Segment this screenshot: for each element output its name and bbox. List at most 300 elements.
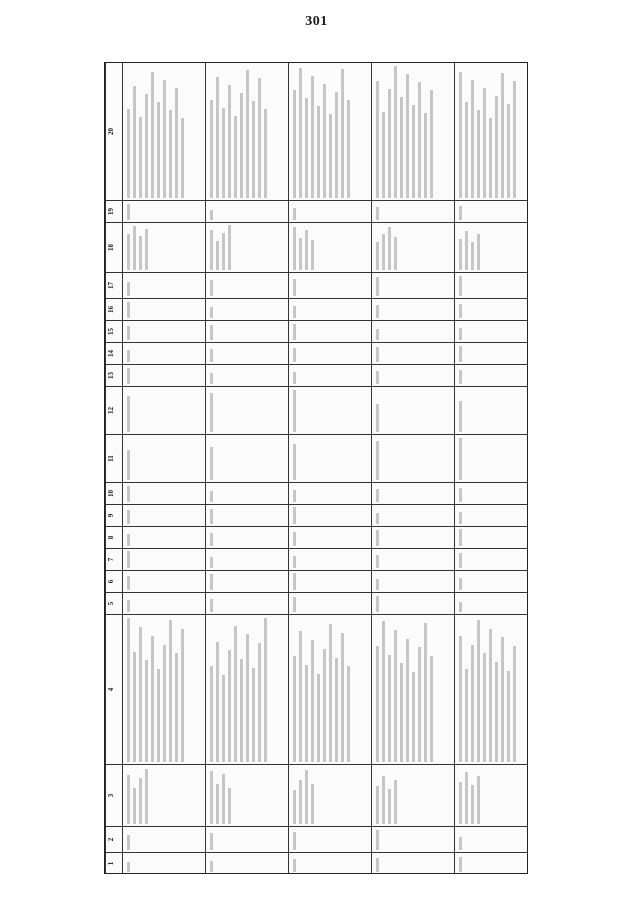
illegible-text-line [258, 643, 261, 762]
illegible-text-line [145, 229, 148, 270]
illegible-text-line [388, 655, 391, 762]
table-cell [455, 365, 529, 387]
table-cell [123, 223, 206, 273]
table-cell [455, 223, 529, 273]
table-cell [455, 321, 529, 343]
column-header: 17 [106, 273, 123, 299]
illegible-text-line [210, 557, 213, 568]
illegible-text-line [175, 653, 178, 762]
illegible-text-line [329, 114, 332, 198]
illegible-text-line [507, 104, 510, 198]
illegible-text-line [127, 450, 130, 480]
illegible-text-line [311, 76, 314, 198]
illegible-text-line [483, 653, 486, 762]
illegible-text-line [293, 859, 296, 872]
illegible-text-line [335, 92, 338, 198]
table-cell [455, 549, 529, 571]
table-cell [455, 853, 529, 875]
illegible-text-line [210, 861, 213, 872]
table-cell [372, 853, 455, 875]
illegible-text-line [299, 632, 302, 763]
illegible-text-line [216, 642, 219, 762]
illegible-text-line [424, 623, 427, 762]
table-cell [206, 63, 289, 201]
illegible-text-line [382, 776, 385, 824]
illegible-text-line [139, 627, 142, 762]
table-cell [372, 201, 455, 223]
table-cell [289, 853, 372, 875]
header-row [106, 63, 123, 875]
illegible-text-line [293, 490, 296, 502]
table-cell [206, 853, 289, 875]
illegible-text-line [258, 78, 261, 198]
illegible-text-line [210, 491, 213, 502]
table-cell [123, 365, 206, 387]
illegible-text-line [459, 488, 462, 502]
table-cell [206, 827, 289, 853]
table-cell [455, 571, 529, 593]
illegible-text-line [145, 94, 148, 198]
illegible-text-line [329, 624, 332, 762]
illegible-text-line [412, 105, 415, 198]
illegible-text-line [127, 282, 130, 296]
illegible-text-line [246, 634, 249, 762]
illegible-text-line [127, 862, 130, 872]
illegible-text-line [424, 113, 427, 198]
illegible-text-line [459, 602, 462, 612]
table-cell [455, 63, 529, 201]
table-cell [206, 765, 289, 827]
illegible-text-line [311, 784, 314, 824]
illegible-text-line [228, 650, 231, 762]
table-cell [289, 299, 372, 321]
table-cell [123, 827, 206, 853]
illegible-text-line [376, 277, 379, 296]
illegible-text-line [293, 790, 296, 824]
column-header: 7 [106, 549, 123, 571]
illegible-text-line [471, 80, 474, 198]
illegible-text-line [376, 596, 379, 612]
table-cell [289, 343, 372, 365]
column-header: 18 [106, 223, 123, 273]
illegible-text-line [489, 118, 492, 198]
table-cell [206, 223, 289, 273]
illegible-text-line [210, 280, 213, 296]
table-cell [372, 765, 455, 827]
illegible-text-line [376, 555, 379, 568]
illegible-text-line [347, 666, 350, 762]
table-cell [123, 201, 206, 223]
illegible-text-line [459, 239, 462, 270]
illegible-text-line [299, 238, 302, 270]
illegible-text-line [507, 671, 510, 762]
illegible-text-line [471, 785, 474, 824]
table-cell [289, 387, 372, 435]
table-cell [123, 593, 206, 615]
table-cell [123, 63, 206, 201]
illegible-text-line [465, 772, 468, 824]
column-header: 11 [106, 435, 123, 483]
illegible-text-line [228, 225, 231, 270]
table-cell [206, 273, 289, 299]
table-cell [289, 63, 372, 201]
illegible-text-line [127, 600, 130, 612]
table-cell [455, 527, 529, 549]
illegible-text-line [382, 234, 385, 270]
table-cell [289, 549, 372, 571]
table-cell [123, 615, 206, 765]
table-cell [455, 387, 529, 435]
table-cell [289, 593, 372, 615]
table-cell [206, 299, 289, 321]
illegible-text-line [127, 775, 130, 824]
illegible-text-line [305, 665, 308, 762]
illegible-text-line [418, 82, 421, 198]
illegible-text-line [240, 659, 243, 762]
table-cell [372, 571, 455, 593]
illegible-text-line [139, 778, 142, 824]
illegible-text-line [471, 645, 474, 762]
illegible-text-line [335, 658, 338, 762]
table-cell [289, 273, 372, 299]
illegible-text-line [317, 674, 320, 762]
table-cell [289, 321, 372, 343]
illegible-text-line [430, 90, 433, 198]
illegible-text-line [305, 98, 308, 198]
table-cell [123, 435, 206, 483]
illegible-text-line [323, 649, 326, 762]
table-cell [372, 827, 455, 853]
illegible-text-line [210, 533, 213, 546]
table-row [206, 63, 289, 875]
illegible-text-line [459, 328, 462, 340]
column-header: 20 [106, 63, 123, 201]
illegible-text-line [477, 776, 480, 824]
illegible-text-line [133, 226, 136, 270]
table-row [372, 63, 455, 875]
illegible-text-line [459, 304, 462, 318]
column-header: 12 [106, 387, 123, 435]
illegible-text-line [222, 233, 225, 270]
illegible-text-line [210, 574, 213, 590]
illegible-text-line [394, 630, 397, 762]
illegible-text-line [151, 72, 154, 198]
illegible-text-line [240, 93, 243, 198]
table-cell [123, 273, 206, 299]
illegible-text-line [210, 373, 213, 384]
illegible-text-line [151, 636, 154, 762]
table-cell [206, 321, 289, 343]
illegible-text-line [376, 81, 379, 198]
illegible-text-line [459, 636, 462, 762]
illegible-text-line [127, 486, 130, 502]
illegible-text-line [293, 573, 296, 590]
illegible-text-line [459, 276, 462, 296]
illegible-text-line [181, 118, 184, 198]
table-cell [206, 571, 289, 593]
table-cell [206, 527, 289, 549]
table-row [289, 63, 372, 875]
table-cell [123, 549, 206, 571]
table-cell [206, 549, 289, 571]
illegible-text-line [317, 106, 320, 198]
illegible-text-line [252, 101, 255, 198]
illegible-text-line [430, 656, 433, 762]
illegible-text-line [293, 390, 296, 432]
column-header: 9 [106, 505, 123, 527]
illegible-text-line [127, 234, 130, 270]
column-header: 5 [106, 593, 123, 615]
illegible-text-line [376, 347, 379, 362]
illegible-text-line [210, 349, 213, 362]
illegible-text-line [139, 117, 142, 198]
illegible-text-line [376, 579, 379, 590]
illegible-text-line [311, 240, 314, 270]
illegible-text-line [252, 668, 255, 762]
illegible-text-line [376, 786, 379, 824]
column-header: 1 [106, 853, 123, 875]
illegible-text-line [293, 832, 296, 850]
illegible-text-line [133, 652, 136, 762]
illegible-text-line [376, 646, 379, 762]
table-cell [206, 365, 289, 387]
illegible-text-line [246, 70, 249, 198]
illegible-text-line [234, 626, 237, 762]
illegible-text-line [210, 833, 213, 850]
illegible-text-line [471, 242, 474, 270]
illegible-text-line [127, 326, 130, 340]
illegible-text-line [222, 108, 225, 198]
table-cell [289, 527, 372, 549]
illegible-text-line [376, 489, 379, 502]
table-cell [455, 299, 529, 321]
illegible-text-line [210, 599, 213, 612]
table-cell [372, 615, 455, 765]
illegible-text-line [210, 100, 213, 198]
illegible-text-line [222, 774, 225, 824]
illegible-text-line [210, 210, 213, 220]
illegible-text-line [483, 88, 486, 198]
table-cell [206, 387, 289, 435]
table-cell [289, 765, 372, 827]
table-cell [206, 615, 289, 765]
illegible-text-line [376, 404, 379, 432]
column-header: 16 [106, 299, 123, 321]
column-header: 19 [106, 201, 123, 223]
illegible-text-line [382, 621, 385, 762]
illegible-text-line [293, 532, 296, 546]
page-number: 301 [305, 14, 328, 29]
illegible-text-line [216, 241, 219, 270]
column-header: 10 [106, 483, 123, 505]
illegible-text-line [299, 780, 302, 824]
illegible-text-line [465, 231, 468, 270]
column-header: 6 [106, 571, 123, 593]
illegible-text-line [459, 529, 462, 546]
illegible-text-line [477, 110, 480, 198]
illegible-text-line [133, 788, 136, 824]
illegible-text-line [495, 96, 498, 198]
table-cell [372, 483, 455, 505]
table-cell [372, 527, 455, 549]
illegible-text-line [495, 662, 498, 762]
illegible-text-line [139, 236, 142, 270]
illegible-text-line [513, 646, 516, 762]
illegible-text-line [376, 305, 379, 318]
illegible-text-line [210, 230, 213, 270]
illegible-text-line [459, 346, 462, 362]
illegible-text-line [341, 69, 344, 198]
illegible-text-line [388, 789, 391, 824]
illegible-text-line [459, 837, 462, 850]
table-cell [289, 435, 372, 483]
table-cell [123, 527, 206, 549]
illegible-text-line [157, 669, 160, 762]
illegible-text-line [228, 85, 231, 198]
illegible-text-line [459, 438, 462, 480]
column-header: 15 [106, 321, 123, 343]
illegible-text-line [163, 80, 166, 198]
table-cell [123, 343, 206, 365]
illegible-text-line [127, 618, 130, 762]
table-cell [123, 765, 206, 827]
table-rotation-frame [105, 63, 528, 874]
illegible-text-line [210, 447, 213, 480]
illegible-text-line [293, 227, 296, 270]
illegible-text-line [210, 509, 213, 524]
table-cell [123, 387, 206, 435]
table-cell [455, 615, 529, 765]
illegible-text-line [299, 68, 302, 198]
illegible-text-line [293, 444, 296, 480]
illegible-text-line [216, 77, 219, 198]
illegible-text-line [264, 618, 267, 762]
illegible-text-line [388, 89, 391, 198]
illegible-text-line [127, 350, 130, 362]
illegible-text-line [293, 208, 296, 220]
table-cell [123, 321, 206, 343]
illegible-text-line [293, 597, 296, 612]
table-cell [206, 505, 289, 527]
illegible-text-line [127, 204, 130, 220]
table-cell [206, 593, 289, 615]
column-header: 2 [106, 827, 123, 853]
illegible-text-line [169, 620, 172, 762]
table-cell [455, 505, 529, 527]
illegible-text-line [169, 110, 172, 198]
table-cell [372, 593, 455, 615]
illegible-text-line [412, 672, 415, 762]
table-body [123, 63, 529, 875]
illegible-text-line [293, 348, 296, 362]
table-cell [372, 321, 455, 343]
illegible-text-line [388, 227, 391, 270]
illegible-text-line [234, 116, 237, 198]
table-row [123, 63, 206, 875]
illegible-text-line [376, 858, 379, 872]
illegible-text-line [477, 620, 480, 762]
table-cell [372, 387, 455, 435]
table-cell [455, 593, 529, 615]
illegible-text-line [394, 66, 397, 198]
illegible-text-line [459, 401, 462, 432]
table-cell [289, 365, 372, 387]
table-cell [206, 201, 289, 223]
illegible-text-line [382, 112, 385, 198]
illegible-text-line [127, 835, 130, 850]
illegible-text-line [376, 830, 379, 850]
table-cell [372, 549, 455, 571]
illegible-text-line [477, 234, 480, 270]
table-row [455, 63, 529, 875]
illegible-text-line [376, 441, 379, 480]
illegible-text-line [293, 556, 296, 568]
illegible-text-line [376, 329, 379, 340]
illegible-text-line [376, 371, 379, 384]
table-cell [123, 483, 206, 505]
illegible-text-line [210, 393, 213, 432]
column-header: 14 [106, 343, 123, 365]
rotated-table-scan [104, 62, 528, 874]
illegible-text-line [175, 88, 178, 198]
table-cell [455, 273, 529, 299]
table-cell [289, 571, 372, 593]
illegible-text-line [293, 324, 296, 340]
illegible-text-line [293, 279, 296, 296]
table-cell [372, 365, 455, 387]
illegible-text-line [210, 666, 213, 762]
illegible-text-line [400, 97, 403, 198]
illegible-text-line [400, 663, 403, 762]
illegible-text-line [127, 302, 130, 318]
illegible-text-line [293, 507, 296, 524]
table-cell [455, 343, 529, 365]
illegible-text-line [181, 629, 184, 762]
illegible-text-line [459, 782, 462, 824]
table-cell [455, 483, 529, 505]
illegible-text-line [127, 551, 130, 568]
illegible-text-line [305, 230, 308, 270]
illegible-text-line [465, 669, 468, 762]
illegible-text-line [127, 396, 130, 432]
illegible-text-line [127, 576, 130, 590]
illegible-text-line [489, 629, 492, 762]
illegible-text-line [513, 81, 516, 198]
table-cell [455, 765, 529, 827]
column-header: 8 [106, 527, 123, 549]
illegible-text-line [222, 675, 225, 762]
illegible-text-line [394, 237, 397, 270]
illegible-text-line [347, 100, 350, 198]
illegible-text-line [406, 639, 409, 762]
illegible-text-line [459, 206, 462, 220]
column-header: 3 [106, 765, 123, 827]
illegible-text-line [210, 307, 213, 318]
column-header: 4 [106, 615, 123, 765]
illegible-text-line [163, 645, 166, 762]
illegible-text-line [145, 661, 148, 763]
table-cell [372, 505, 455, 527]
illegible-text-line [376, 530, 379, 546]
illegible-text-line [376, 513, 379, 524]
table-cell [123, 571, 206, 593]
regulations-table [105, 62, 528, 874]
table-cell [289, 615, 372, 765]
table-cell [206, 343, 289, 365]
illegible-text-line [293, 306, 296, 318]
illegible-text-line [127, 534, 130, 546]
illegible-text-line [133, 86, 136, 198]
